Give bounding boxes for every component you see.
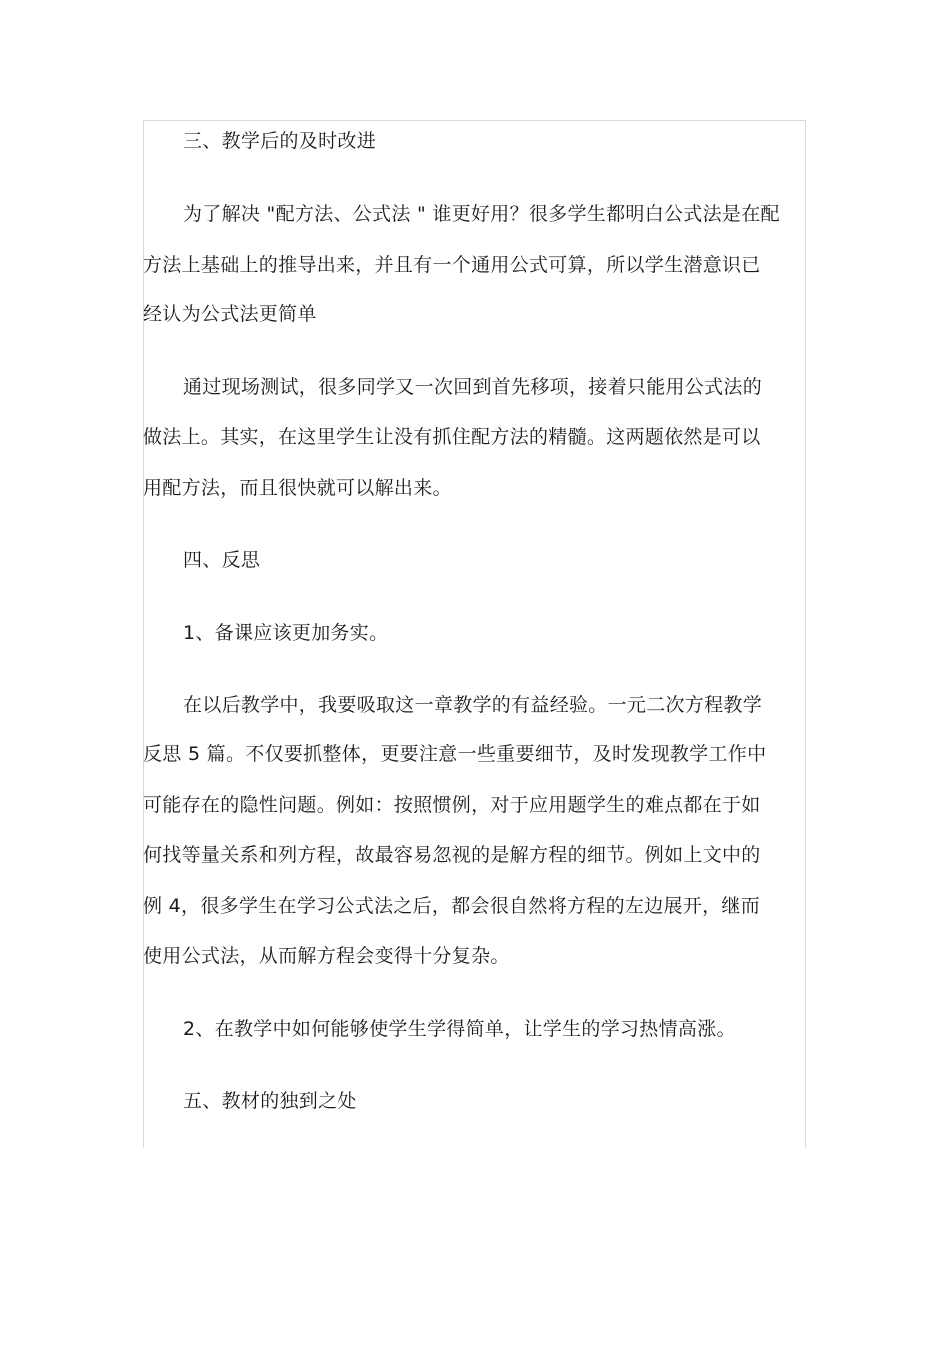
- paragraph-1-line-1: 为了解决 "配方法、公式法 " 谁更好用？很多学生都明白公式法是在配: [183, 203, 780, 225]
- paragraph-3-line-5: 例 4，很多学生在学习公式法之后，都会很自然将方程的左边展开，继而: [143, 895, 761, 917]
- list-item-1: 1、备课应该更加务实。: [183, 622, 389, 644]
- paragraph-2-line-2: 做法上。其实，在这里学生让没有抓住配方法的精髓。这两题依然是可以: [143, 426, 761, 448]
- section-heading-4: 四、反思: [183, 549, 261, 571]
- paragraph-3-line-3: 可能存在的隐性问题。例如：按照惯例，对于应用题学生的难点都在于如: [143, 794, 761, 816]
- paragraph-3-line-6: 使用公式法，从而解方程会变得十分复杂。: [143, 945, 510, 967]
- paragraph-3-line-4: 何找等量关系和列方程，故最容易忽视的是解方程的细节。例如上文中的: [143, 844, 761, 866]
- section-heading-5: 五、教材的独到之处: [183, 1090, 357, 1112]
- paragraph-3-line-1: 在以后教学中，我要吸取这一章教学的有益经验。一元二次方程教学: [183, 694, 763, 716]
- list-item-2: 2、在教学中如何能够使学生学得简单，让学生的学习热情高涨。: [183, 1018, 736, 1040]
- paragraph-2-line-1: 通过现场测试，很多同学又一次回到首先移项，接着只能用公式法的: [183, 376, 763, 398]
- section-heading-3: 三、教学后的及时改进: [183, 130, 377, 152]
- paragraph-2-line-3: 用配方法，而且很快就可以解出来。: [143, 477, 452, 499]
- paragraph-1-line-2: 方法上基础上的推导出来，并且有一个通用公式可算，所以学生潜意识已: [143, 254, 761, 276]
- paragraph-3-line-2: 反思 5 篇。不仅要抓整体，更要注意一些重要细节，及时发现教学工作中: [143, 743, 767, 765]
- paragraph-1-line-3: 经认为公式法更简单: [143, 303, 317, 325]
